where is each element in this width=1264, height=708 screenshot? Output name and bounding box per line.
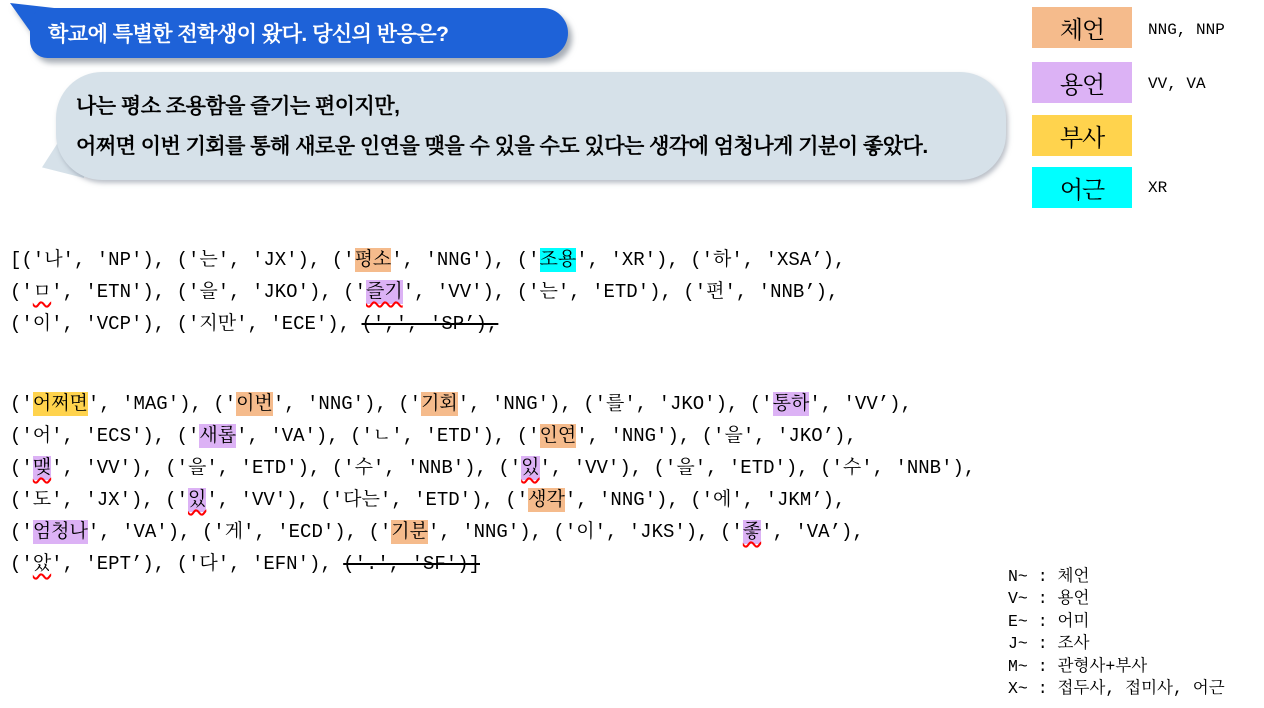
code-line [10,484,975,516]
morpheme-verb: 새롭 [199,425,237,447]
tag-legend-row [1008,566,1225,588]
code-line [10,420,975,452]
tag-separator: : [1027,679,1058,699]
morpheme-noun: 기회 [421,393,458,415]
code-text: (' [10,521,33,543]
tag-label: 접두사, 접미사, 어근 [1057,679,1225,699]
morpheme-verb: 통하 [772,393,810,415]
morpheme-verb: 즐기 [365,281,403,303]
legend-box-adverb [1032,115,1132,156]
legend-box-noun [1032,7,1132,48]
code-text: ', 'VV’), [809,393,912,415]
code-text: ', 'ETN'), ('을', 'JKO'), (' [51,281,366,303]
code-text: (' [10,281,33,303]
tag-key: X~ [1008,679,1028,699]
tag-prefix-legend [1008,566,1225,700]
code-text: ', 'VA'), ('ㄴ', 'ETD'), (' [236,425,540,447]
question-text: 학교에 특별한 전학생이 왔다. 당신의 반응은? [48,23,449,46]
code-text: ('어', 'ECS'), (' [10,425,200,447]
legend-label-verb: 용언 [1059,72,1105,99]
legend-tags-root: XR [1148,179,1168,197]
tag-key: M~ [1008,656,1028,676]
tag-key: N~ [1008,567,1028,586]
pos-tuples-block-1 [10,244,845,340]
legend-label-root: 어근 [1059,177,1105,204]
code-text: ', 'EPT’), ('다', 'EFN'), [51,553,344,575]
morpheme-verb: 있 [187,489,207,511]
morpheme-adverb: 어쩌면 [32,393,88,415]
morpheme-verb: 좋 [742,521,762,543]
answer-bubble [56,72,1006,180]
code-text: ', 'XR'), ('하', 'XSA’), [576,249,846,271]
code-text: 았 [32,553,52,575]
code-text: ', 'NNG'), (' [272,393,422,415]
morpheme-noun: 평소 [354,249,392,271]
tag-legend-row [1008,611,1225,633]
struck-token: (',', 'SP’), [361,313,499,335]
tag-legend-row [1008,656,1225,678]
code-text: ', 'VV'), ('을', 'ETD'), ('수', 'NNB'), [539,457,976,479]
question-bubble-group [0,0,640,80]
code-line [10,308,845,340]
legend-box-root [1032,167,1132,208]
code-text: ('이', 'VCP'), ('지만', 'ECE'), [10,313,362,335]
code-line [10,548,975,580]
code-line [10,516,975,548]
tag-separator: : [1027,589,1058,609]
code-text: ('도', 'JX'), (' [10,489,188,511]
code-line [10,244,845,276]
code-text: ', 'MAG'), (' [87,393,237,415]
code-text: ', 'VV'), ('을', 'ETD'), ('수', 'NNB'), (' [51,457,522,479]
code-text: ', 'NNG'), (' [391,249,540,271]
tag-label: 관형사+부사 [1057,656,1148,676]
tag-separator: : [1027,656,1058,676]
code-line [10,276,845,308]
code-line [10,388,975,420]
morpheme-noun: 이번 [236,393,273,415]
tag-key: V~ [1008,589,1028,609]
morpheme-verb: 엄청나 [32,521,88,543]
code-text: ', 'NNG'), ('을', 'JKO’), [576,425,857,447]
code-text: ', 'NNG'), ('에', 'JKM’), [564,489,846,511]
code-text: ', 'VA’), [761,521,864,543]
tag-label: 체언 [1057,567,1090,586]
morpheme-noun: 기분 [391,521,428,543]
code-text: ', 'VA'), ('게', 'ECD'), (' [87,521,392,543]
tag-key: J~ [1008,634,1028,654]
code-text: [('나', 'NP'), ('는', 'JX'), (' [10,249,355,271]
code-text: (' [10,553,33,575]
morpheme-verb: 맺 [32,457,52,479]
morpheme-verb: 있 [521,457,540,479]
code-text: ㅁ [32,281,52,303]
code-line [10,452,975,484]
tag-key: E~ [1008,611,1028,631]
legend-tags-noun: NNG, NNP [1148,21,1225,39]
tag-legend-row [1008,588,1225,610]
tag-label: 용언 [1057,589,1090,609]
tag-legend-row [1008,633,1225,655]
tag-label: 어미 [1057,611,1090,631]
code-text: ', 'VV'), ('는', 'ETD'), ('편', 'NNB’), [402,281,839,303]
code-text: ', 'NNG'), ('를', 'JKO'), (' [457,393,773,415]
answer-line-2: 어쩌면 이번 기회를 통해 새로운 인연을 맺을 수 있을 수도 있다는 생각에 엄청나게 기분이 좋았다. [76,135,928,158]
tag-separator: : [1027,634,1058,654]
legend-tags-verb: VV, VA [1148,75,1206,93]
pos-tuples-block-2 [10,388,975,580]
struck-token: ('.', 'SF')] [343,553,480,575]
morpheme-root: 조용 [539,249,577,271]
morpheme-noun: 생각 [528,489,565,511]
legend-label-noun: 체언 [1059,17,1105,44]
code-text: ', 'NNG'), ('이', 'JKS'), (' [428,521,743,543]
code-text: (' [10,457,33,479]
morpheme-noun: 인연 [539,425,577,447]
legend-box-verb [1032,62,1132,103]
tag-legend-row [1008,678,1225,700]
question-bubble [30,8,568,58]
code-text: (' [10,393,33,415]
answer-line-1: 나는 평소 조용함을 즐기는 편이지만, [76,95,400,118]
tag-separator: : [1027,611,1058,631]
code-text: ', 'VV'), ('다는', 'ETD'), (' [206,489,529,511]
legend-label-adverb: 부사 [1059,125,1105,152]
tag-label: 조사 [1057,634,1090,654]
tag-separator: : [1027,567,1058,586]
